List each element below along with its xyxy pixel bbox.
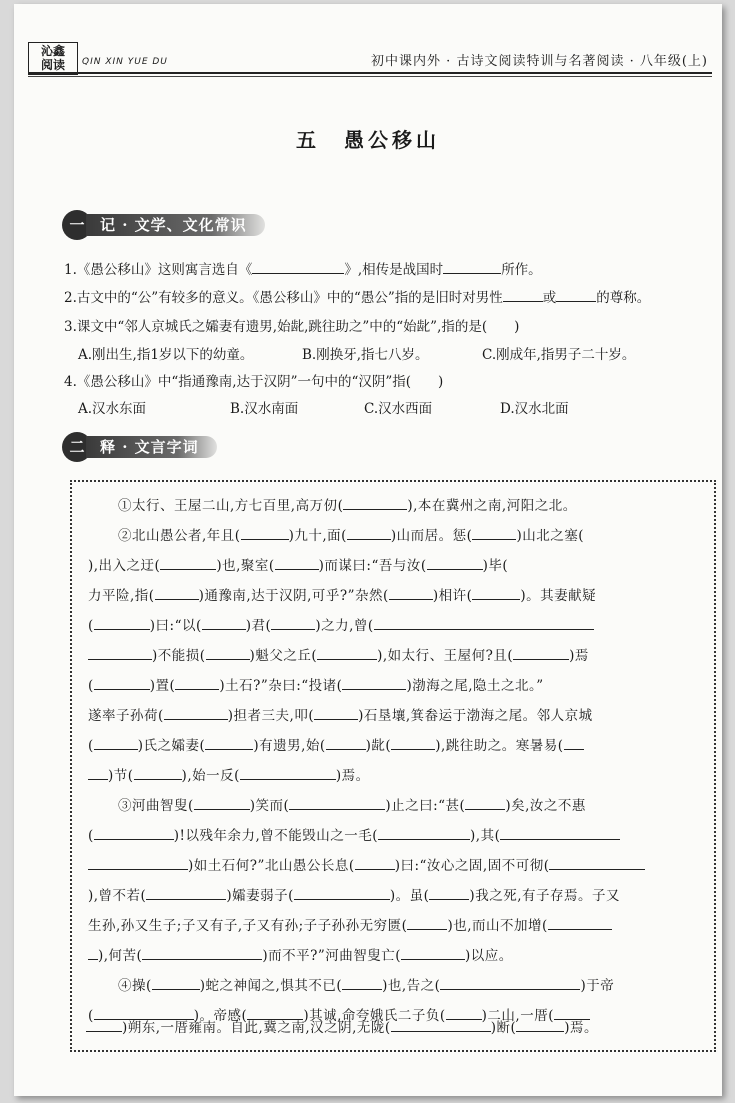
passage-line: ③河曲智叟( )笑而( )止之曰:“甚( )矣,汝之不惠 [118, 794, 586, 814]
answer-blank[interactable] [155, 585, 199, 600]
answer-blank[interactable] [88, 765, 108, 780]
answer-blank[interactable] [194, 795, 250, 810]
passage-line: )不能损( )魁父之丘( ),如太行、王屋何?且( )焉 [88, 644, 589, 664]
answer-blank[interactable] [241, 525, 289, 540]
answer-blank[interactable] [94, 735, 138, 750]
question-4-option-c[interactable]: C.汉水西面 [364, 401, 433, 417]
page-header [28, 42, 712, 74]
answer-blank[interactable] [503, 287, 543, 302]
passage-line: ),曾不若( )孀妻弱子( )。虽( )我之死,有子存焉。子又 [88, 884, 620, 904]
passage-line: 生孙,孙又生子;子又有子,子又有孙;子子孙孙无穷匮( )也,而山不加增( [88, 914, 612, 934]
answer-blank[interactable] [391, 735, 435, 750]
section-number: 一 [62, 210, 92, 240]
answer-blank[interactable] [289, 795, 385, 810]
answer-blank[interactable] [94, 825, 174, 840]
answer-blank[interactable] [443, 259, 501, 274]
answer-blank[interactable] [134, 765, 182, 780]
answer-blank[interactable] [342, 975, 382, 990]
answer-blank[interactable] [343, 495, 407, 510]
answer-blank[interactable] [88, 945, 98, 960]
passage-line: ( )氏之孀妻( )有遗男,始( )龀( ),跳往助之。寒暑易( [88, 734, 584, 754]
passage-line: ( )置( )土石?”杂曰:“投诸( )渤海之尾,隐土之北。” [88, 674, 544, 694]
passage-line: ( )。帝感( )其诚,命夸娥氏二子负( )二山,一厝( [88, 1004, 590, 1024]
question-1: 1.《愚公移山》这则寓言选自《 》,相传是战国时 所作。 [64, 258, 542, 278]
workbook-page [14, 4, 722, 1096]
section-label: 释 · 文言字词 [86, 436, 217, 458]
answer-blank[interactable] [252, 259, 344, 274]
passage-line: )朔东,一厝雍南。自此,冀之南,汉之阴,无陇( )断( )焉。 [86, 1016, 598, 1036]
answer-blank[interactable] [513, 645, 569, 660]
answer-blank[interactable] [164, 705, 228, 720]
answer-blank[interactable] [314, 705, 358, 720]
answer-blank[interactable] [205, 735, 253, 750]
passage-line: ④操( )蛇之神闻之,惧其不已( )也,告之( )于帝 [118, 974, 614, 994]
answer-blank[interactable] [152, 975, 200, 990]
answer-blank[interactable] [317, 645, 377, 660]
passage-box [70, 480, 716, 1052]
question-3: 3.课文中“邻人京城氏之孀妻有遗男,始龀,跳往助之”中的“始龀”,指的是( ) [64, 319, 520, 335]
answer-blank[interactable] [500, 825, 620, 840]
passage-line: ),出入之迂( )也,聚室( )而谋曰:“吾与汝( )毕( [88, 554, 508, 574]
passage-line: )如土石何?”北山愚公长息( )曰:“汝心之固,固不可彻( [88, 854, 645, 874]
answer-blank[interactable] [275, 555, 319, 570]
answer-blank[interactable] [355, 855, 395, 870]
passage-line: ( )曰:“以( )君( )之力,曾( [88, 614, 594, 634]
answer-blank[interactable] [516, 1017, 564, 1032]
passage-line: ②北山愚公者,年且( )九十,面( )山而居。惩( )山北之塞( [118, 524, 584, 544]
book-title: 初中课内外 · 古诗文阅读特训与名著阅读 · 八年级(上) [371, 54, 708, 69]
answer-blank[interactable] [427, 555, 483, 570]
answer-blank[interactable] [549, 855, 645, 870]
question-3-option-b[interactable]: B.刚换牙,指七八岁。 [302, 347, 429, 363]
question-2: 2.古文中的“公”有较多的意义。《愚公移山》中的“愚公”指的是旧时对男性 或 的尊称。 [64, 286, 650, 306]
answer-blank[interactable] [206, 645, 250, 660]
answer-blank[interactable] [391, 1017, 491, 1032]
answer-blank[interactable] [564, 735, 584, 750]
lesson-title: 五 愚公移山 [296, 128, 440, 152]
answer-blank[interactable] [175, 675, 219, 690]
answer-blank[interactable] [407, 915, 447, 930]
answer-blank[interactable] [271, 615, 315, 630]
answer-blank[interactable] [374, 615, 594, 630]
question-4-option-b[interactable]: B.汉水南面 [230, 401, 299, 417]
question-4-option-a[interactable]: A.汉水东面 [78, 401, 147, 417]
answer-blank[interactable] [548, 915, 612, 930]
answer-blank[interactable] [202, 615, 246, 630]
section-label: 记 · 文学、文化常识 [86, 214, 265, 236]
answer-blank[interactable] [326, 735, 366, 750]
passage-line: ),何苦( )而不平?”河曲智叟亡( )以应。 [88, 944, 513, 964]
passage-line: ( )!以残年余力,曾不能毁山之一毛( ),其( [88, 824, 620, 844]
answer-blank[interactable] [378, 825, 470, 840]
answer-blank[interactable] [88, 645, 152, 660]
answer-blank[interactable] [347, 525, 391, 540]
passage-line: ①太行、王屋二山,方七百里,高万仞( ),本在冀州之南,河阳之北。 [118, 494, 577, 514]
answer-blank[interactable] [465, 795, 505, 810]
answer-blank[interactable] [88, 855, 188, 870]
answer-blank[interactable] [94, 615, 150, 630]
header-divider [28, 72, 712, 74]
answer-blank[interactable] [440, 975, 580, 990]
answer-blank[interactable] [472, 585, 520, 600]
passage-line: 力平险,指( )通豫南,达于汉阴,可乎?”杂然( )相许( )。其妻献疑 [88, 584, 596, 604]
answer-blank[interactable] [429, 885, 469, 900]
section-number: 二 [62, 432, 92, 462]
passage-line: )节( ),始一反( )焉。 [88, 764, 370, 784]
answer-blank[interactable] [342, 675, 406, 690]
header-divider-thin [28, 76, 712, 77]
answer-blank[interactable] [294, 885, 390, 900]
logo-subtitle: QIN XIN YUE DU [82, 57, 168, 67]
answer-blank[interactable] [160, 555, 216, 570]
answer-blank[interactable] [401, 945, 465, 960]
question-4-option-d[interactable]: D.汉水北面 [500, 401, 569, 417]
answer-blank[interactable] [86, 1017, 122, 1032]
answer-blank[interactable] [472, 525, 516, 540]
answer-blank[interactable] [142, 945, 262, 960]
answer-blank[interactable] [556, 287, 596, 302]
answer-blank[interactable] [389, 585, 433, 600]
answer-blank[interactable] [94, 675, 150, 690]
question-3-option-c[interactable]: C.刚成年,指男子二十岁。 [482, 347, 636, 363]
question-3-option-a[interactable]: A.刚出生,指1岁以下的幼童。 [78, 347, 254, 363]
passage-line: 遂率子孙荷( )担者三夫,叩( )石垦壤,箕畚运于渤海之尾。邻人京城 [88, 704, 593, 724]
answer-blank[interactable] [146, 885, 226, 900]
answer-blank[interactable] [240, 765, 336, 780]
question-4: 4.《愚公移山》中“指通豫南,达于汉阴”一句中的“汉阴”指( ) [64, 374, 444, 390]
publisher-logo: 沁鑫 阅读 [28, 42, 78, 75]
